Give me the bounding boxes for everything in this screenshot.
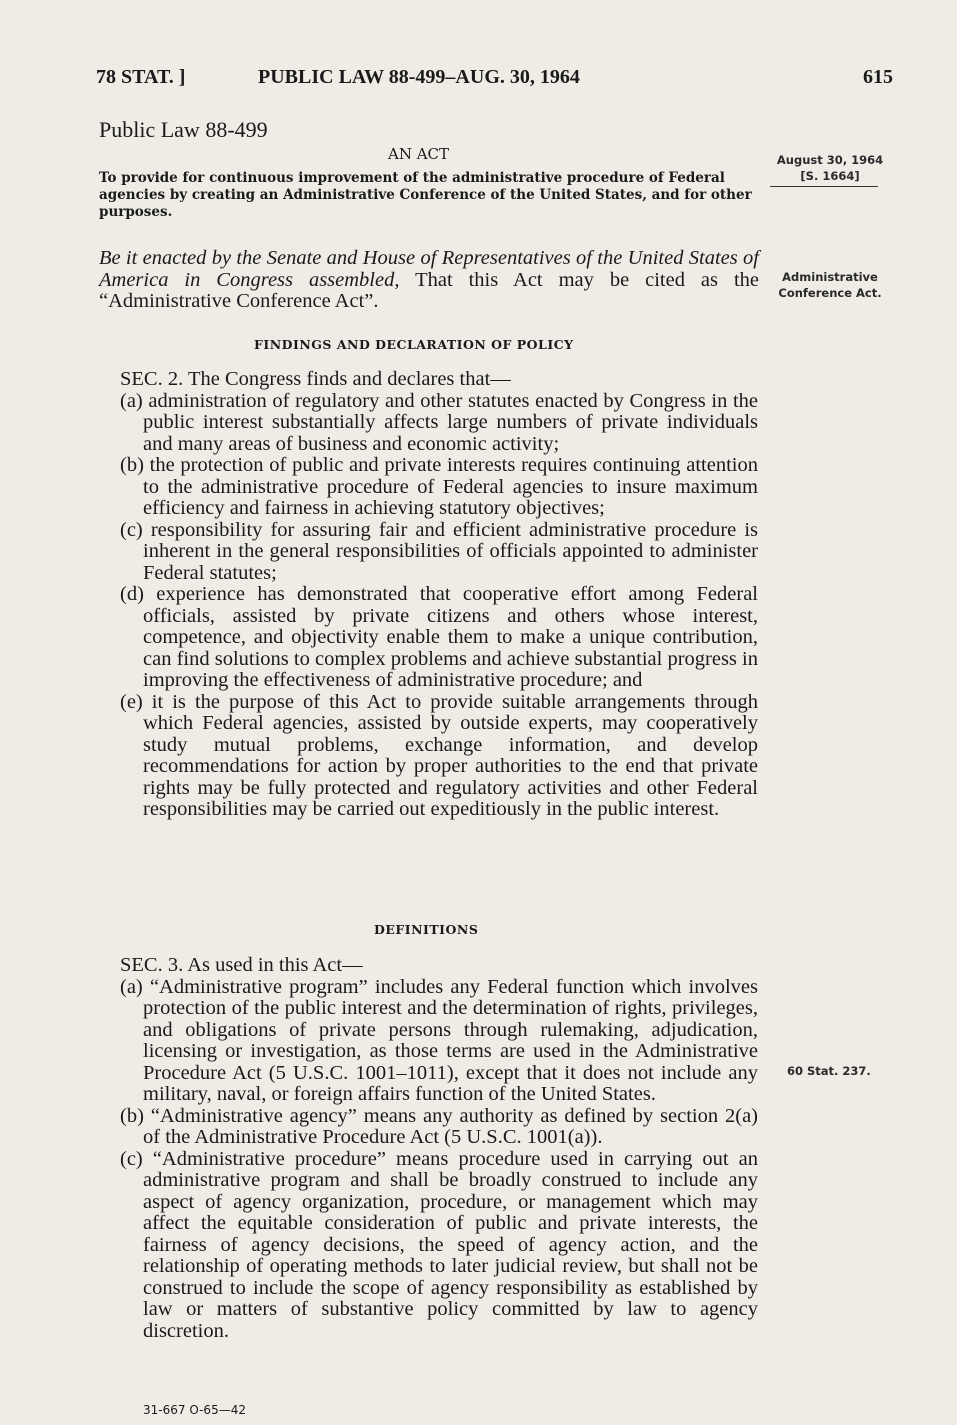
page-number: 615	[863, 66, 893, 88]
sidenote-bill: [S. 1664]	[800, 169, 860, 183]
section-2-intro: SEC. 2. The Congress finds and declares that—	[120, 368, 511, 390]
section-2-para-e: (e) it is the purpose of this Act to provide suitable arrangements through which Federal agencies, assisted by outside experts, may cooperatively study mutual problems, exchange information, and develop recommendations for action by proper authorities to the end that private rights may be fully protected and regulatory activities and other Federal responsibilities may be carried out expeditiously in the public interest.	[120, 690, 758, 820]
enacting-clause-italic: Be it enacted by the Senate and House of Representatives of the United States of America in Congress assembled,	[99, 247, 759, 291]
section-3-body	[120, 955, 758, 1342]
footer-print-code: 31-667 O-65—42	[143, 1403, 246, 1417]
sidenote-divider	[770, 186, 878, 187]
header-stat-volume: 78 STAT. ]	[96, 66, 186, 88]
enacting-clause-rest: That this Act may be cited as the “Administrative Conference Act”.	[99, 268, 759, 312]
sidenote-short-title: Administrative Conference Act.	[778, 270, 882, 300]
section-3-para-a: (a) “Administrative program” includes any Federal function which involves protection of the public interest and the determination of rights, privileges, and obligations of private persons through rulemaking, adjudication, licensing or investigation, as those terms are used in the Administrative Procedure Act (5 U.S.C. 1001–1011), except that it does not include any military, naval, or foreign affairs function of the United States.	[120, 975, 758, 1105]
section-3-heading: DEFINITIONS	[374, 922, 479, 937]
section-3-para-c: (c) “Administrative procedure” means procedure used in carrying out an administrative program and shall be broadly construed to include any aspect of agency organization, procedure, or management which may affect the equitable consideration of public and private interests, the fairness of agency decisions, the speed of agency action, and the relationship of operating methods to later judicial review, but shall not be construed to include the scope of agency responsibility as established by law or matters of substantive policy committed by law to agency discretion.	[120, 1147, 758, 1342]
section-2-heading: FINDINGS AND DECLARATION OF POLICY	[254, 337, 574, 352]
act-purpose: To provide for continuous improvement of the administrative procedure of Federal agencies by creating an Administrative Conference of the United States, and for other purposes.	[99, 170, 752, 220]
sidenote-date	[775, 152, 885, 184]
header-law-date: PUBLIC LAW 88-499–AUG. 30, 1964	[258, 66, 580, 88]
section-2-para-c: (c) responsibility for assuring fair and efficient administrative procedure is inherent in the general responsibilities of officials appointed to administer Federal statutes;	[120, 518, 758, 584]
section-2-para-d: (d) experience has demonstrated that cooperative effort among Federal officials, assisted by private citizens and others whose interest, competence, and objectivity enable them to make a unique contribution, can find solutions to complex problems and achieve substantial progress in improving the effectiveness of administrative procedure; and	[120, 583, 758, 691]
section-3-para-b: (b) “Administrative agency” means any authority as defined by section 2(a) of the Administrative Procedure Act (5 U.S.C. 1001(a)).	[120, 1104, 758, 1148]
sidenote-date-text: August 30, 1964	[776, 153, 884, 167]
act-label: AN ACT	[388, 145, 450, 163]
sidenote-stat-reference: 60 Stat. 237.	[787, 1064, 871, 1078]
law-title: Public Law 88-499	[99, 117, 268, 142]
section-2-para-a: (a) administration of regulatory and other statutes enacted by Congress in the public interest substantially affects large numbers of private individuals and many areas of business and economic activity;	[120, 389, 758, 455]
section-2-para-b: (b) the protection of public and private interests requires continuing attention to the administrative procedure of Federal agencies to insure maximum efficiency and fairness in achieving statutory objectives;	[120, 454, 758, 519]
enacting-clause	[99, 248, 759, 313]
section-2-body	[120, 369, 758, 821]
section-3-intro: SEC. 3. As used in this Act—	[120, 954, 363, 976]
